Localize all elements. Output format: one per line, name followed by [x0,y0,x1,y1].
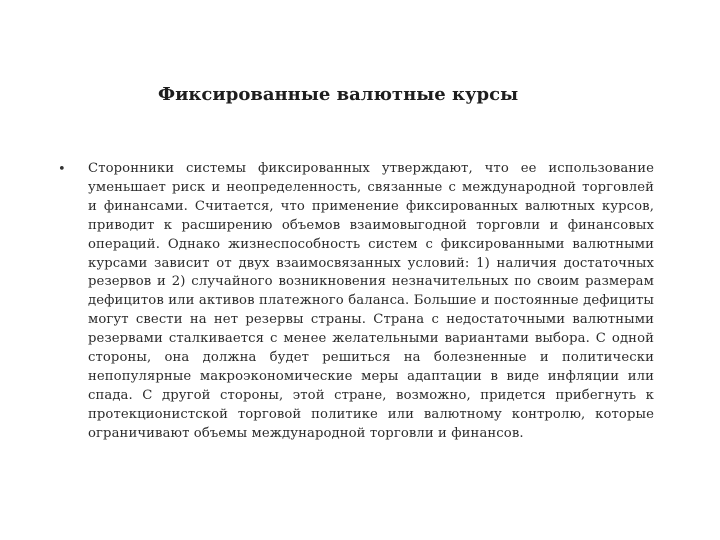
bullet-paragraph: Сторонники системы фиксированных утверждают, что ее использование уменьшает риск и неопределенность, связанные с международной торговлей и финансами. Считается, что применение фиксированных валютных курсов, приводит к расширению объемов взаимовыгодной торговли и финансовых операций. Однако жизнеспособность систем с фиксированными валютными курсами зависит от двух взаимосвязанных условий: 1) наличия достаточных резервов и 2) случайного возникновения незначительных по своим размерам дефицитов или активов платежного баланса. Большие и постоянные дефициты могут свести на нет резервы страны. Страна с недостаточными валютными резервами сталкивается с менее желательными вариантами выбора. С одной стороны, она должна будет решиться на болезненные и политически непопулярные макроэкономические меры адаптации в виде инфляции или спада. С другой стороны, этой стране, возможно, придется прибегнуть к протекционистской торговой политике или валютному контролю, которые ограничивают объемы международной торговли и финансов. [88,161,654,441]
bullet-icon: • [58,162,66,177]
slide-title: Фиксированные валютные курсы [158,84,519,105]
